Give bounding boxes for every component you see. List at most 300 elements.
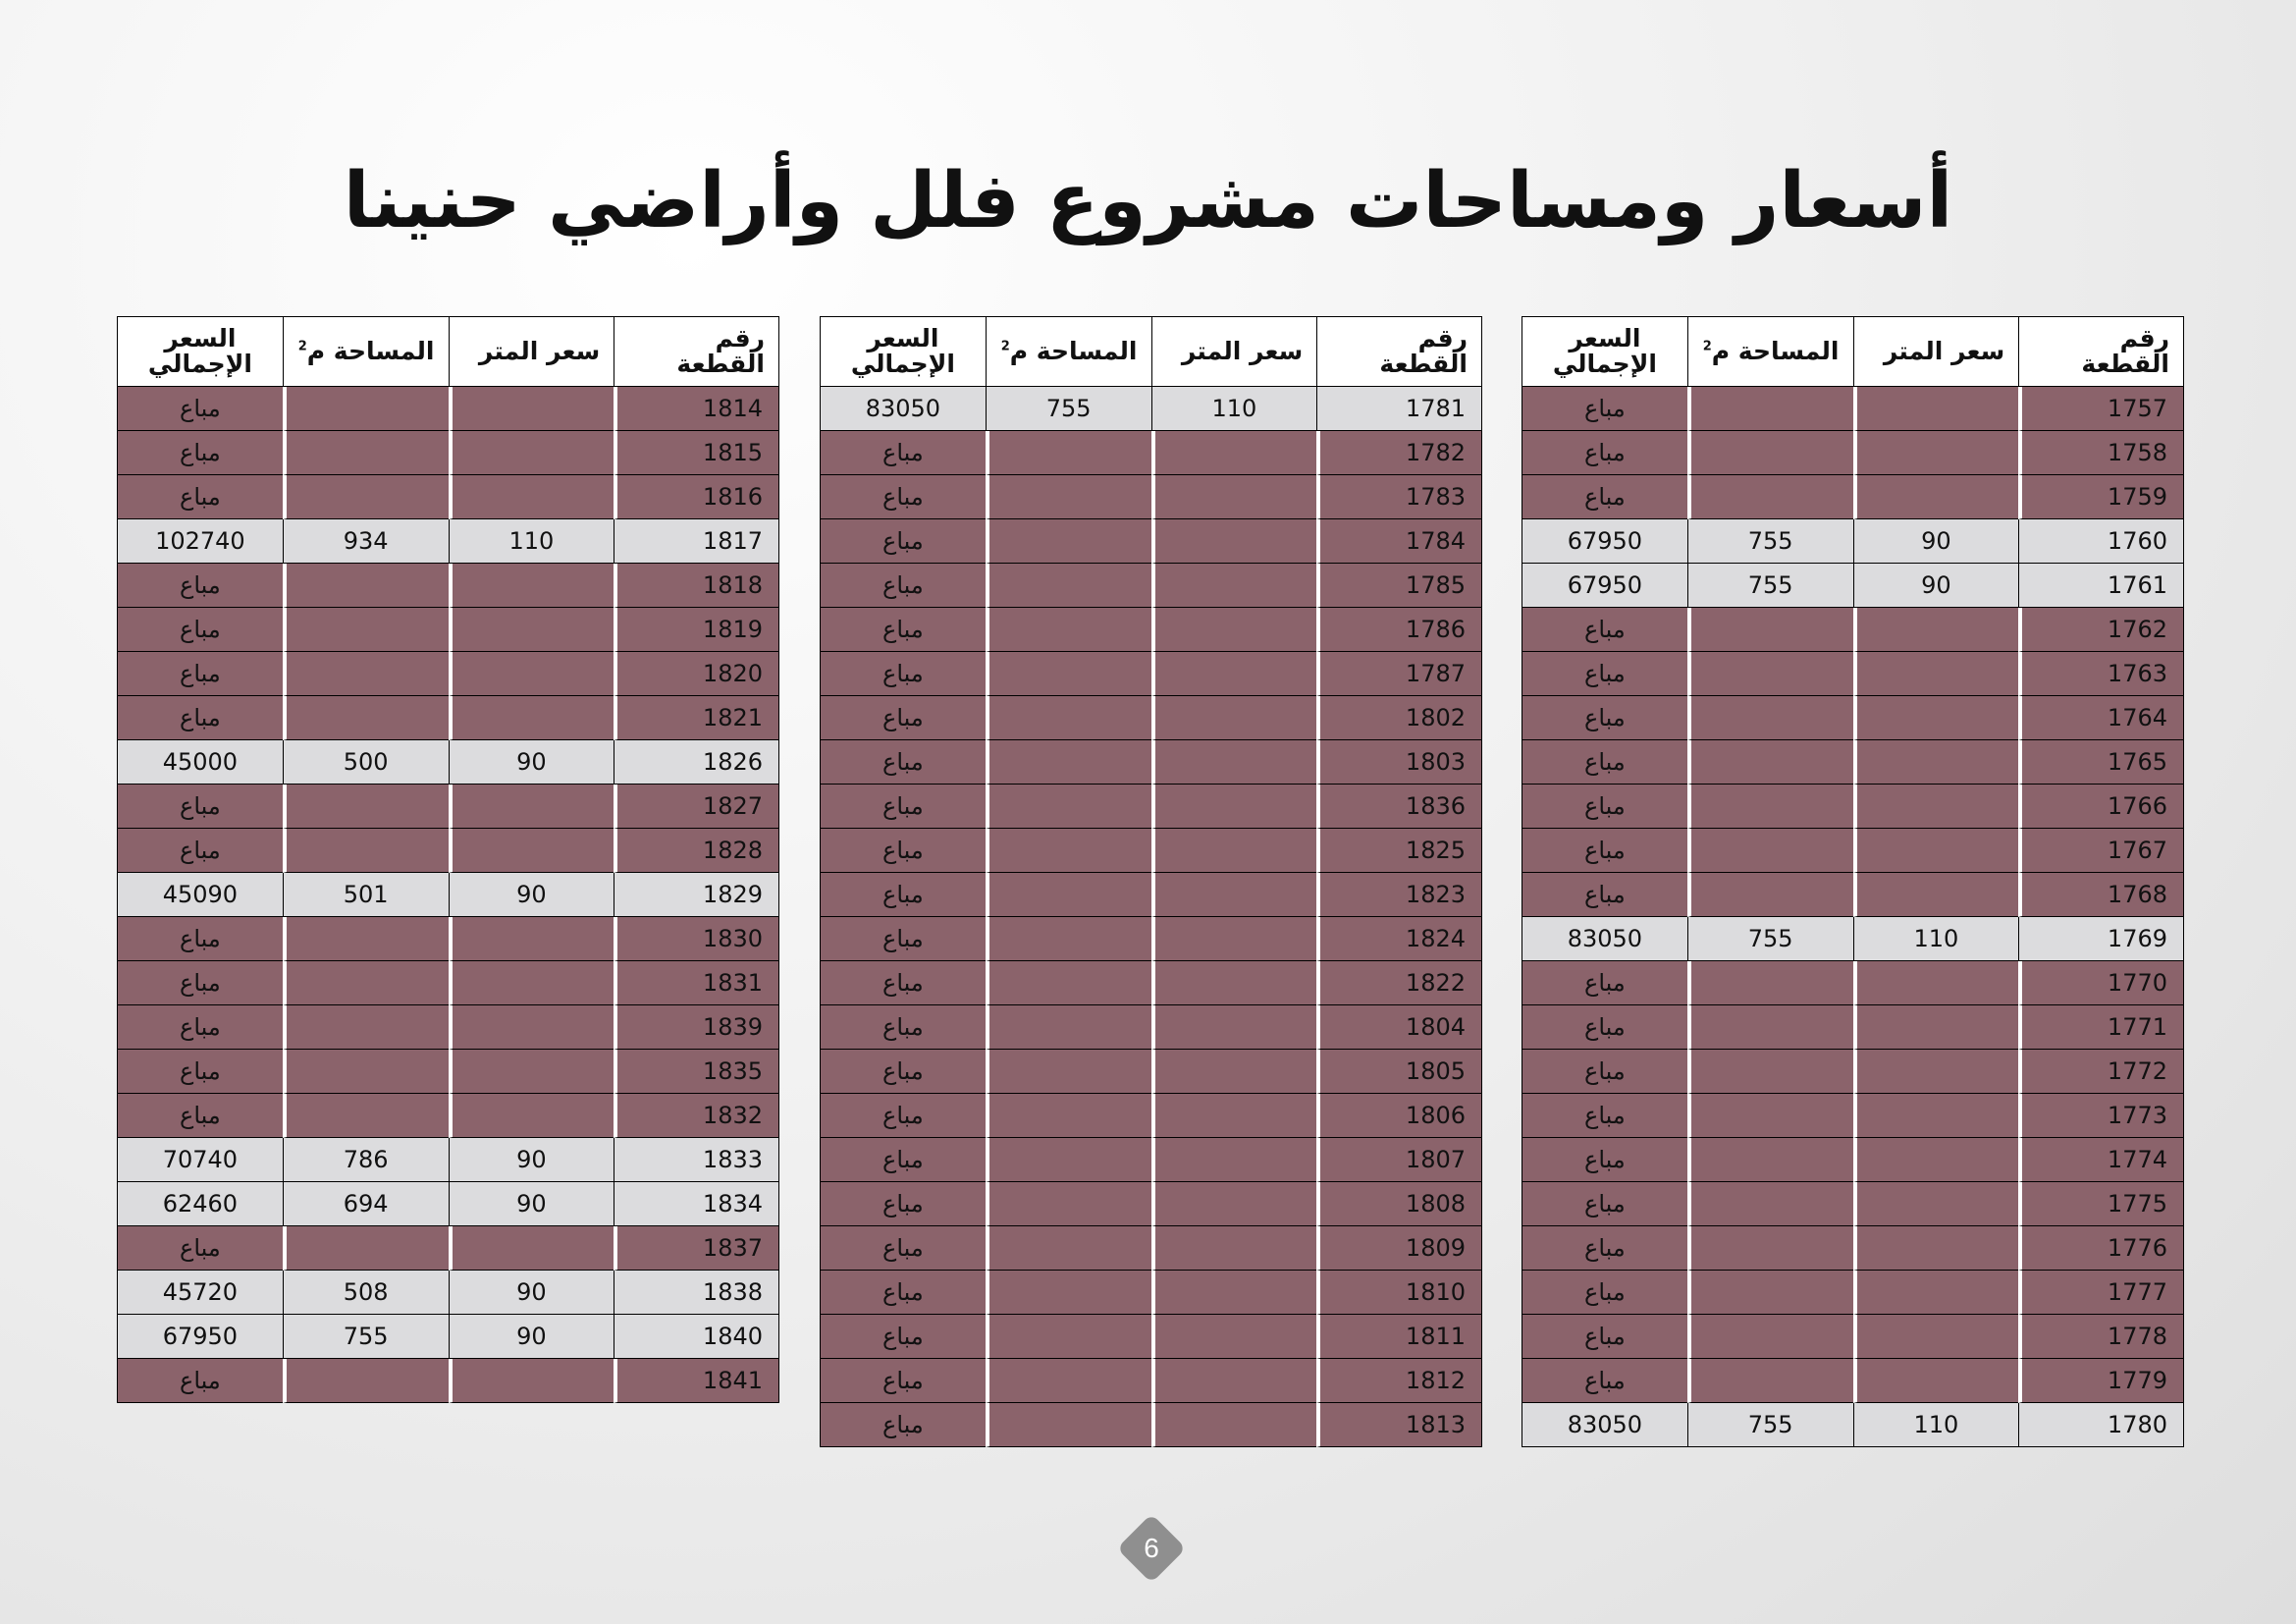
area-cell: 755: [1687, 564, 1853, 608]
table-row: [1522, 608, 2184, 652]
header-area: [283, 316, 449, 387]
plot-number-cell: 1779: [2018, 1359, 2184, 1403]
area-cell: [986, 829, 1151, 873]
total-price-cell: مباع: [1522, 1359, 1687, 1403]
plot-number-cell: 1774: [2018, 1138, 2184, 1182]
table-header-row: [1522, 316, 2184, 387]
price-per-meter-cell: [1853, 696, 2019, 740]
price-per-meter-cell: [1853, 475, 2019, 519]
area-cell: [1687, 1094, 1853, 1138]
total-price-cell: مباع: [1522, 1094, 1687, 1138]
header-area-label: المساحة م: [306, 336, 435, 365]
plot-number-cell: 1812: [1316, 1359, 1482, 1403]
area-cell: [1687, 1005, 1853, 1050]
area-cell: [283, 961, 449, 1005]
price-per-meter-cell: [1151, 1403, 1317, 1447]
table-row: [117, 829, 779, 873]
table-row: [117, 1094, 779, 1138]
price-per-meter-cell: [1853, 1005, 2019, 1050]
table-row: [117, 1138, 779, 1182]
table-row: [820, 608, 1482, 652]
plot-number-cell: 1815: [614, 431, 779, 475]
price-per-meter-cell: 90: [449, 1315, 614, 1359]
total-price-cell: مباع: [117, 1005, 283, 1050]
plot-number-cell: 1781: [1316, 387, 1482, 431]
plot-number-cell: 1808: [1316, 1182, 1482, 1226]
price-per-meter-cell: [1151, 1005, 1317, 1050]
area-cell: [283, 431, 449, 475]
header-total-price: السعر الإجمالي: [820, 316, 986, 387]
area-cell: [986, 1005, 1151, 1050]
price-per-meter-cell: [1151, 608, 1317, 652]
header-area-superscript: 2: [297, 339, 307, 354]
plot-number-cell: 1769: [2018, 917, 2184, 961]
table-row: [117, 740, 779, 785]
total-price-cell: مباع: [820, 961, 986, 1005]
plot-number-cell: 1773: [2018, 1094, 2184, 1138]
plot-number-cell: 1817: [614, 519, 779, 564]
price-per-meter-cell: [1853, 1359, 2019, 1403]
table-row: [1522, 475, 2184, 519]
area-cell: [283, 1094, 449, 1138]
plot-number-cell: 1780: [2018, 1403, 2184, 1447]
plot-number-cell: 1836: [1316, 785, 1482, 829]
total-price-cell: مباع: [117, 387, 283, 431]
price-per-meter-cell: [1853, 608, 2019, 652]
area-cell: [283, 475, 449, 519]
area-cell: [1687, 1226, 1853, 1271]
plot-number-cell: 1825: [1316, 829, 1482, 873]
total-price-cell: مباع: [117, 475, 283, 519]
plot-number-cell: 1824: [1316, 917, 1482, 961]
price-per-meter-cell: [449, 431, 614, 475]
total-price-cell: 45000: [117, 740, 283, 785]
table-body: [820, 387, 1482, 1447]
area-cell: [986, 652, 1151, 696]
total-price-cell: مباع: [1522, 961, 1687, 1005]
total-price-cell: مباع: [820, 1182, 986, 1226]
area-cell: [283, 1050, 449, 1094]
area-cell: 694: [283, 1182, 449, 1226]
area-cell: [283, 1005, 449, 1050]
plot-number-cell: 1777: [2018, 1271, 2184, 1315]
area-cell: [986, 519, 1151, 564]
price-per-meter-cell: [1853, 652, 2019, 696]
price-per-meter-cell: 90: [449, 1138, 614, 1182]
price-per-meter-cell: [1151, 917, 1317, 961]
total-price-cell: مباع: [1522, 785, 1687, 829]
area-cell: [986, 1138, 1151, 1182]
price-per-meter-cell: [1853, 1315, 2019, 1359]
area-cell: [1687, 1315, 1853, 1359]
plot-number-cell: 1837: [614, 1226, 779, 1271]
total-price-cell: مباع: [117, 1226, 283, 1271]
table-header-row: [117, 316, 779, 387]
area-cell: [1687, 829, 1853, 873]
header-price-per-meter-label: سعر المتر: [478, 336, 601, 365]
plot-number-cell: 1775: [2018, 1182, 2184, 1226]
area-cell: [1687, 1050, 1853, 1094]
total-price-cell: مباع: [117, 608, 283, 652]
table-body: [117, 387, 779, 1403]
table-row: [117, 696, 779, 740]
price-per-meter-cell: [1151, 1094, 1317, 1138]
total-price-cell: مباع: [820, 1005, 986, 1050]
plot-number-cell: 1764: [2018, 696, 2184, 740]
price-per-meter-cell: [1151, 1182, 1317, 1226]
table-row: [117, 917, 779, 961]
area-cell: [986, 431, 1151, 475]
total-price-cell: مباع: [1522, 1182, 1687, 1226]
total-price-cell: مباع: [820, 431, 986, 475]
plot-number-cell: 1771: [2018, 1005, 2184, 1050]
area-cell: [986, 1271, 1151, 1315]
table-row: [820, 961, 1482, 1005]
header-plot-number: رقم القطعة: [2018, 316, 2184, 387]
plot-number-cell: 1830: [614, 917, 779, 961]
plot-number-cell: 1823: [1316, 873, 1482, 917]
table-row: [117, 873, 779, 917]
total-price-cell: مباع: [1522, 1226, 1687, 1271]
area-cell: 755: [1687, 1403, 1853, 1447]
table-body: [1522, 387, 2184, 1447]
plot-number-cell: 1832: [614, 1094, 779, 1138]
total-price-cell: مباع: [117, 1050, 283, 1094]
plot-table-2: [820, 316, 1482, 1447]
price-per-meter-cell: [449, 917, 614, 961]
table-row: [1522, 696, 2184, 740]
area-cell: [986, 564, 1151, 608]
table-row: [820, 1182, 1482, 1226]
price-table: [820, 316, 1482, 1447]
price-per-meter-cell: [1853, 1094, 2019, 1138]
total-price-cell: 67950: [1522, 564, 1687, 608]
total-price-cell: مباع: [820, 519, 986, 564]
price-per-meter-cell: [449, 1094, 614, 1138]
plot-number-cell: 1784: [1316, 519, 1482, 564]
price-per-meter-cell: [449, 1050, 614, 1094]
total-price-cell: مباع: [1522, 829, 1687, 873]
plot-number-cell: 1807: [1316, 1138, 1482, 1182]
price-per-meter-cell: [1151, 1315, 1317, 1359]
plot-number-cell: 1767: [2018, 829, 2184, 873]
price-per-meter-cell: 90: [1853, 519, 2019, 564]
area-cell: 755: [1687, 917, 1853, 961]
total-price-cell: مباع: [820, 564, 986, 608]
table-row: [820, 652, 1482, 696]
plot-number-cell: 1763: [2018, 652, 2184, 696]
area-cell: [283, 564, 449, 608]
total-price-cell: مباع: [820, 1094, 986, 1138]
plot-number-cell: 1819: [614, 608, 779, 652]
table-row: [117, 1359, 779, 1403]
plot-number-cell: 1813: [1316, 1403, 1482, 1447]
area-cell: [283, 829, 449, 873]
plot-number-cell: 1829: [614, 873, 779, 917]
header-price-per-meter: [1853, 316, 2019, 387]
plot-number-cell: 1776: [2018, 1226, 2184, 1271]
price-per-meter-cell: [449, 1226, 614, 1271]
price-per-meter-cell: [1151, 1359, 1317, 1403]
total-price-cell: مباع: [820, 917, 986, 961]
header-area-label: المساحة م: [1009, 336, 1138, 365]
total-price-cell: مباع: [117, 829, 283, 873]
plot-number-cell: 1782: [1316, 431, 1482, 475]
price-per-meter-cell: [1151, 696, 1317, 740]
area-cell: [986, 873, 1151, 917]
area-cell: [986, 740, 1151, 785]
price-per-meter-cell: [1151, 740, 1317, 785]
area-cell: [1687, 1359, 1853, 1403]
table-row: [820, 1005, 1482, 1050]
plot-number-cell: 1828: [614, 829, 779, 873]
plot-number-cell: 1805: [1316, 1050, 1482, 1094]
area-cell: [986, 1094, 1151, 1138]
total-price-cell: مباع: [117, 431, 283, 475]
table-row: [117, 1182, 779, 1226]
plot-number-cell: 1783: [1316, 475, 1482, 519]
price-per-meter-cell: [1853, 873, 2019, 917]
header-area-superscript: 2: [1702, 339, 1712, 354]
total-price-cell: مباع: [820, 1403, 986, 1447]
price-per-meter-cell: [449, 696, 614, 740]
table-row: [1522, 740, 2184, 785]
area-cell: [986, 608, 1151, 652]
total-price-cell: مباع: [117, 564, 283, 608]
table-row: [1522, 1094, 2184, 1138]
price-per-meter-cell: [1151, 1226, 1317, 1271]
header-area-label: المساحة م: [1711, 336, 1840, 365]
area-cell: [1687, 1182, 1853, 1226]
total-price-cell: مباع: [820, 873, 986, 917]
area-cell: [1687, 785, 1853, 829]
price-per-meter-cell: [1853, 829, 2019, 873]
price-per-meter-cell: [449, 785, 614, 829]
total-price-cell: مباع: [117, 961, 283, 1005]
table-row: [1522, 961, 2184, 1005]
total-price-cell: مباع: [1522, 740, 1687, 785]
total-price-cell: مباع: [1522, 1271, 1687, 1315]
header-price-per-meter: [449, 316, 614, 387]
table-row: [820, 387, 1482, 431]
plot-number-cell: 1809: [1316, 1226, 1482, 1271]
total-price-cell: 45720: [117, 1271, 283, 1315]
area-cell: [1687, 652, 1853, 696]
plot-number-cell: 1806: [1316, 1094, 1482, 1138]
table-row: [1522, 652, 2184, 696]
page-number: 6: [1144, 1533, 1159, 1563]
total-price-cell: 62460: [117, 1182, 283, 1226]
table-row: [1522, 1182, 2184, 1226]
total-price-cell: مباع: [117, 652, 283, 696]
area-cell: [1687, 431, 1853, 475]
table-row: [117, 475, 779, 519]
price-per-meter-cell: [449, 829, 614, 873]
table-row: [820, 785, 1482, 829]
price-per-meter-cell: [449, 608, 614, 652]
price-per-meter-cell: [1151, 564, 1317, 608]
plot-number-cell: 1816: [614, 475, 779, 519]
area-cell: 934: [283, 519, 449, 564]
price-per-meter-cell: [1151, 519, 1317, 564]
table-row: [1522, 917, 2184, 961]
header-total-price: السعر الإجمالي: [1522, 316, 1687, 387]
price-per-meter-cell: [1853, 1226, 2019, 1271]
plot-number-cell: 1841: [614, 1359, 779, 1403]
table-row: [1522, 1359, 2184, 1403]
price-per-meter-cell: [449, 961, 614, 1005]
price-per-meter-cell: [1853, 431, 2019, 475]
area-cell: [1687, 961, 1853, 1005]
area-cell: [1687, 387, 1853, 431]
plot-number-cell: 1814: [614, 387, 779, 431]
table-row: [117, 652, 779, 696]
table-row: [1522, 1138, 2184, 1182]
table-row: [117, 519, 779, 564]
table-header-row: [820, 316, 1482, 387]
price-per-meter-cell: [1853, 785, 2019, 829]
page-title: أسعار ومساحات مشروع فلل وأراضي حنينا: [343, 157, 1953, 245]
table-row: [820, 1094, 1482, 1138]
price-per-meter-cell: [1151, 431, 1317, 475]
header-plot-number: رقم القطعة: [1316, 316, 1482, 387]
price-per-meter-cell: [1151, 652, 1317, 696]
total-price-cell: 70740: [117, 1138, 283, 1182]
table-row: [117, 1005, 779, 1050]
table-row: [117, 1226, 779, 1271]
plot-number-cell: 1778: [2018, 1315, 2184, 1359]
table-row: [820, 1226, 1482, 1271]
table-row: [117, 1271, 779, 1315]
plot-number-cell: 1820: [614, 652, 779, 696]
plot-table-3: [117, 316, 779, 1403]
table-row: [1522, 873, 2184, 917]
area-cell: 786: [283, 1138, 449, 1182]
area-cell: [283, 696, 449, 740]
table-row: [117, 608, 779, 652]
total-price-cell: مباع: [1522, 1050, 1687, 1094]
area-cell: [986, 1226, 1151, 1271]
total-price-cell: مباع: [1522, 431, 1687, 475]
price-per-meter-cell: 90: [449, 740, 614, 785]
total-price-cell: 102740: [117, 519, 283, 564]
total-price-cell: مباع: [820, 1138, 986, 1182]
table-row: [820, 1050, 1482, 1094]
area-cell: [1687, 740, 1853, 785]
total-price-cell: مباع: [117, 1094, 283, 1138]
total-price-cell: 67950: [1522, 519, 1687, 564]
table-row: [1522, 1050, 2184, 1094]
table-row: [117, 1315, 779, 1359]
plot-number-cell: 1785: [1316, 564, 1482, 608]
plot-number-cell: 1826: [614, 740, 779, 785]
price-per-meter-cell: [1853, 961, 2019, 1005]
price-per-meter-cell: [1853, 1138, 2019, 1182]
plot-number-cell: 1833: [614, 1138, 779, 1182]
header-price-per-meter: [1151, 316, 1317, 387]
plot-number-cell: 1839: [614, 1005, 779, 1050]
price-per-meter-cell: [1151, 1138, 1317, 1182]
table-row: [1522, 519, 2184, 564]
area-cell: 500: [283, 740, 449, 785]
plot-number-cell: 1762: [2018, 608, 2184, 652]
plot-number-cell: 1818: [614, 564, 779, 608]
table-row: [820, 564, 1482, 608]
table-row: [1522, 564, 2184, 608]
area-cell: [1687, 1271, 1853, 1315]
price-per-meter-cell: [1151, 785, 1317, 829]
area-cell: [283, 608, 449, 652]
area-cell: [283, 652, 449, 696]
table-row: [1522, 1005, 2184, 1050]
total-price-cell: مباع: [820, 829, 986, 873]
plot-number-cell: 1758: [2018, 431, 2184, 475]
area-cell: [283, 917, 449, 961]
table-row: [820, 1315, 1482, 1359]
header-area: [1687, 316, 1853, 387]
total-price-cell: مباع: [1522, 873, 1687, 917]
price-per-meter-cell: 110: [1853, 1403, 2019, 1447]
table-row: [117, 564, 779, 608]
table-row: [1522, 785, 2184, 829]
price-per-meter-cell: 90: [449, 873, 614, 917]
total-price-cell: مباع: [820, 696, 986, 740]
plot-number-cell: 1802: [1316, 696, 1482, 740]
plot-number-cell: 1757: [2018, 387, 2184, 431]
table-row: [1522, 1315, 2184, 1359]
area-cell: [986, 1315, 1151, 1359]
area-cell: [283, 1359, 449, 1403]
header-total-price: السعر الإجمالي: [117, 316, 283, 387]
area-cell: [986, 475, 1151, 519]
area-cell: [986, 961, 1151, 1005]
area-cell: [1687, 873, 1853, 917]
total-price-cell: مباع: [820, 1315, 986, 1359]
plot-number-cell: 1827: [614, 785, 779, 829]
plot-number-cell: 1770: [2018, 961, 2184, 1005]
header-area-superscript: 2: [1000, 339, 1010, 354]
total-price-cell: مباع: [117, 1359, 283, 1403]
total-price-cell: مباع: [117, 917, 283, 961]
price-per-meter-cell: [1853, 740, 2019, 785]
table-row: [820, 1359, 1482, 1403]
table-row: [820, 1271, 1482, 1315]
plot-number-cell: 1811: [1316, 1315, 1482, 1359]
plot-number-cell: 1804: [1316, 1005, 1482, 1050]
price-per-meter-cell: [449, 387, 614, 431]
table-row: [820, 475, 1482, 519]
area-cell: [1687, 608, 1853, 652]
table-row: [820, 740, 1482, 785]
table-row: [1522, 1271, 2184, 1315]
price-per-meter-cell: [449, 564, 614, 608]
plot-number-cell: 1803: [1316, 740, 1482, 785]
plot-number-cell: 1834: [614, 1182, 779, 1226]
area-cell: [986, 696, 1151, 740]
area-cell: [986, 917, 1151, 961]
price-per-meter-cell: [449, 652, 614, 696]
price-per-meter-cell: [1151, 829, 1317, 873]
price-per-meter-cell: [1151, 475, 1317, 519]
price-per-meter-cell: 110: [1853, 917, 2019, 961]
table-row: [1522, 829, 2184, 873]
table-row: [820, 519, 1482, 564]
total-price-cell: مباع: [820, 1271, 986, 1315]
area-cell: [1687, 475, 1853, 519]
total-price-cell: مباع: [117, 785, 283, 829]
price-per-meter-cell: 110: [449, 519, 614, 564]
price-per-meter-cell: [449, 1005, 614, 1050]
